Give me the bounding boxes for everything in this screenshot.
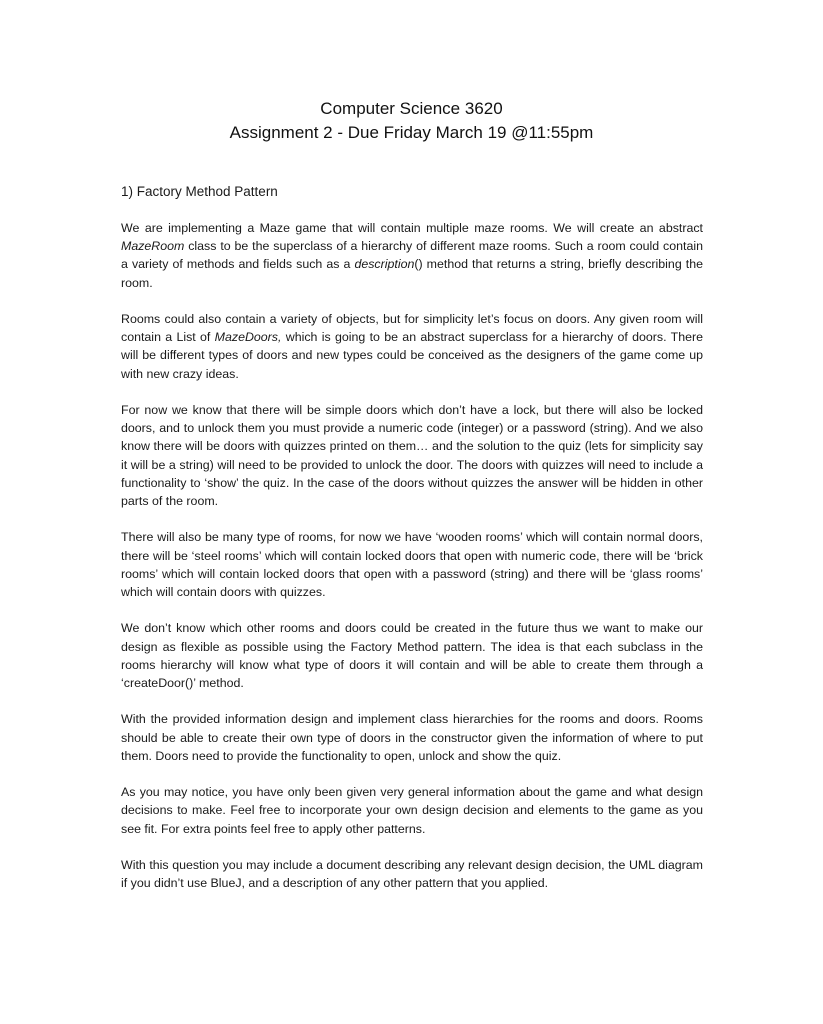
p1-text-a: We are implementing a Maze game that will contain multiple maze rooms. We will create an abstract xyxy=(121,221,703,235)
paragraph-task: With the provided information design and implement class hierarchies for the rooms and doors. Rooms should be able to create their own type of doors in the constructor given the information of where to put them. Doors need to provide the functionality to open, unlock and show the quiz. xyxy=(121,712,703,763)
course-title: Computer Science 3620 xyxy=(320,99,503,118)
assignment-title: Assignment 2 - Due Friday March 19 @11:55pm xyxy=(229,123,594,142)
p2-text-c: which is going to be an abstract superclass for a hierarchy of doors. There will be different types of doors and new types could be conceived as the designers of the game come up with new crazy ideas. xyxy=(121,330,703,381)
p1-method-name: description xyxy=(354,257,415,272)
p2-class-name: MazeDoors, xyxy=(214,330,282,345)
paragraph-doors xyxy=(121,310,703,383)
paragraph-design-freedom: As you may notice, you have only been given very general information about the game and what design decisions to make. Feel free to incorporate your own design decision and elements to the game as you see fit. For extra points feel free to apply other patterns. xyxy=(121,785,703,836)
paragraph-room-types: There will also be many type of rooms, for now we have ‘wooden rooms’ which will contain normal doors, there will be ‘steel rooms’ which will contain locked doors that open with numeric code, there will be ‘brick rooms’ which will contain locked doors that open with a password (string) and there will be ‘glass rooms’ which will contain doors with quizzes. xyxy=(121,530,703,600)
p1-class-name: MazeRoom xyxy=(121,239,185,254)
title-block xyxy=(0,97,823,145)
document-body xyxy=(121,183,703,911)
paragraph-submission: With this question you may include a document describing any relevant design decision, the UML diagram if you didn’t use BlueJ, and a description of any other pattern that you applied. xyxy=(121,858,703,891)
p2-text-a: Rooms could also contain a variety of objects, but for simplicity let’s focus on doors. Any given room will contain a List of xyxy=(121,312,703,345)
section-heading: 1) Factory Method Pattern xyxy=(121,184,278,199)
paragraph-maze-room xyxy=(121,219,703,292)
p1-text-e: () method that returns a string, briefly describing the room. xyxy=(121,257,703,290)
p1-text-c: class to be the superclass of a hierarchy of different maze rooms. Such a room could contain a variety of methods and fields such as a xyxy=(121,239,703,272)
paragraph-factory-method: We don’t know which other rooms and doors could be created in the future thus we want to make our design as flexible as possible using the Factory Method pattern. The idea is that each subclass in the rooms hierarchy will know what type of doors it will contain and will be able to create them through a ‘createDoor()’ method. xyxy=(121,621,703,691)
paragraph-door-types: For now we know that there will be simple doors which don’t have a lock, but there will also be locked doors, and to unlock them you must provide a numeric code (integer) or a password (string). And we also know there will be doors with quizzes printed on them… and the solution to the quiz (lets for simplicity say it will be a string) will need to be provided to unlock the door. The doors with quizzes will need to include a functionality to ‘show’ the quiz. In the case of the doors without quizzes the answer will be hidden in other parts of the room. xyxy=(121,403,703,509)
